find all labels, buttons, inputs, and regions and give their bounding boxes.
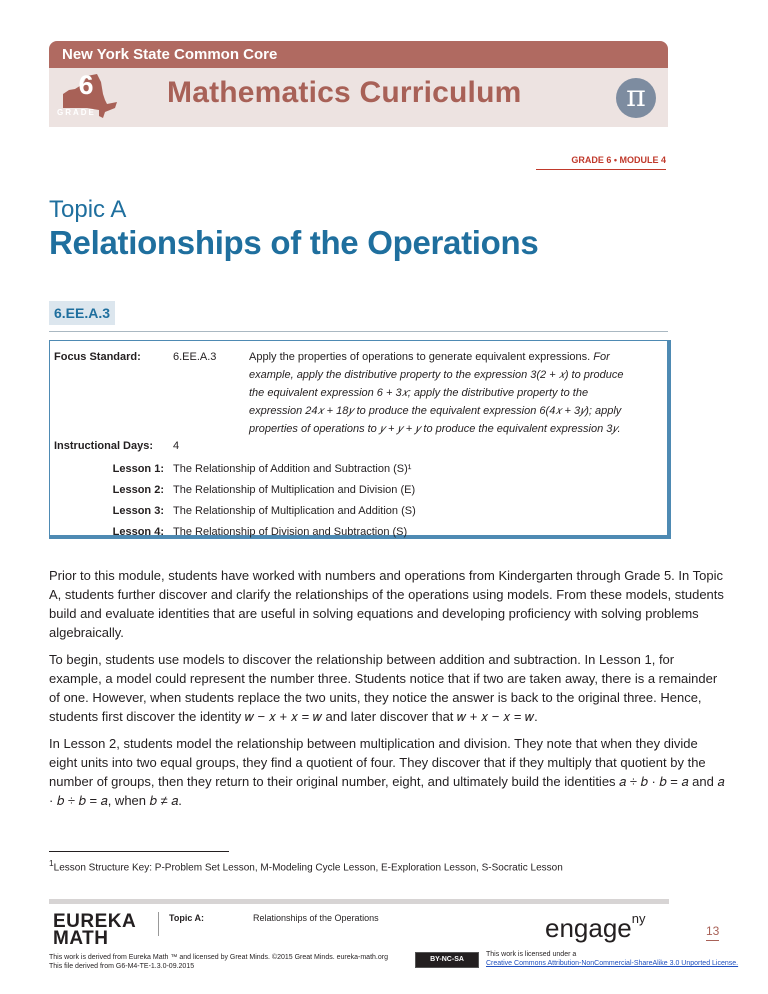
cc-license-badge: BY-NC-SA bbox=[415, 952, 479, 968]
standard-line: Apply the properties of operations to generate equivalent expressions. For bbox=[249, 351, 610, 363]
license-link[interactable]: Creative Commons Attribution-NonCommercial-ShareAlike 3.0 Unported License. bbox=[486, 960, 739, 967]
footnote-rule bbox=[49, 851, 229, 852]
focus-standard-text bbox=[249, 348, 664, 438]
curriculum-title: Mathematics Curriculum bbox=[167, 76, 522, 109]
lesson-title: The Relationship of Multiplication and Addition (S) bbox=[173, 505, 416, 517]
instructional-days-value: 4 bbox=[173, 440, 180, 452]
lesson2-paragraph: In Lesson 2, students model the relationship between multiplication and division. They note that when they divide eight units into two equal groups, they find a quotient of four. They discover that if they multiply that quotient by the number of groups, then they return to their original number, eight, and ultimately build the identities 𝑎 ÷ 𝑏 · 𝑏 = 𝑎 and 𝑎 · 𝑏 ÷ 𝑏 = 𝑎, when 𝑏 ≠ 𝑎. bbox=[49, 736, 725, 808]
footer-topic-label: Topic A: bbox=[169, 913, 204, 923]
state-line: New York State Common Core bbox=[49, 41, 668, 68]
footnote bbox=[49, 858, 563, 873]
standard-line: expression 24𝑥 + 18𝑦 to produce the equivalent expression 6(4𝑥 + 3𝑦); apply bbox=[249, 405, 622, 417]
module-tag: GRADE 6 • MODULE 4 bbox=[536, 155, 666, 170]
lesson-label: Lesson 1: bbox=[112, 463, 164, 475]
footer-divider bbox=[158, 912, 159, 936]
footnote-marker: 1 bbox=[49, 858, 54, 868]
standard-line: example, apply the distributive property to the expression 3(2 + 𝑥) to produce bbox=[249, 369, 624, 381]
focus-standard-code: 6.EE.A.3 bbox=[173, 351, 217, 363]
focus-standard-box bbox=[49, 340, 671, 539]
footer-rule bbox=[49, 899, 669, 904]
lesson-label: Lesson 2: bbox=[112, 484, 164, 496]
license-notice: This work is licensed under a Creative Commons Attribution-NonCommercial-ShareAlike 3.0 Unported License. bbox=[486, 951, 739, 967]
banner-body bbox=[49, 68, 668, 127]
topic-label: Topic A bbox=[49, 196, 127, 223]
page-number: 13 bbox=[706, 924, 719, 941]
eureka-math-logo: EUREKA MATH bbox=[53, 911, 137, 949]
lesson1-paragraph: To begin, students use models to discover the relationship between addition and subtraction. In Lesson 1, for example, a model could represent the number three. Students notice that if two are taken away, there is a remainder of one. However, when students replace the two units, they notice the answer is back to the original three. Hence, students first discover the identity 𝑤 − 𝑥 + 𝑥 = 𝑤 and later discover that 𝑤 + 𝑥 − 𝑥 = 𝑤. bbox=[49, 652, 718, 724]
topic-title: Relationships of the Operations bbox=[49, 224, 539, 261]
lesson-label: Lesson 4: bbox=[112, 526, 164, 538]
curriculum-banner bbox=[49, 41, 668, 127]
standard-line: properties of operations to 𝑦 + 𝑦 + 𝑦 to produce the equivalent expression 3𝑦. bbox=[249, 423, 621, 435]
intro-paragraph: Prior to this module, students have worked with numbers and operations from Kindergarten through Grade 5. In Topic A, students further discover and clarify the relationships of the operations using models. From these models, students build and evaluate identities that are useful in solving equations and developing proficiency with solving problems algebraically. bbox=[49, 568, 724, 640]
grade-word: GRADE bbox=[57, 108, 96, 117]
focus-standard-label: Focus Standard: bbox=[54, 351, 141, 363]
derived-notice: This work is derived from Eureka Math ™ and licensed by Great Minds. ©2015 Great Minds. eureka-math.org This file derived from G6-M4-TE-1.3.0-09.2015 bbox=[49, 954, 388, 970]
grade-number: 6 bbox=[78, 70, 94, 100]
lesson-title: The Relationship of Addition and Subtraction (S)¹ bbox=[173, 463, 412, 475]
lesson-title: The Relationship of Division and Subtraction (S) bbox=[173, 526, 408, 538]
pi-icon: π bbox=[616, 78, 656, 118]
standard-heading bbox=[49, 301, 668, 332]
lesson-title: The Relationship of Multiplication and Division (E) bbox=[173, 484, 416, 496]
footnote-text: Lesson Structure Key: P-Problem Set Lesson, M-Modeling Cycle Lesson, E-Exploration Lesson, S-Socratic Lesson bbox=[53, 862, 563, 874]
engageny-logo: engage$^{ny}$ bbox=[545, 911, 646, 943]
lesson-label: Lesson 3: bbox=[112, 505, 164, 517]
standard-line: the equivalent expression 6 + 3𝑥; apply the distributive property to the bbox=[249, 387, 589, 399]
instructional-days-label: Instructional Days: bbox=[54, 440, 154, 452]
standard-heading-label: 6.EE.A.3 bbox=[49, 301, 115, 325]
footer-topic-title: Relationships of the Operations bbox=[253, 913, 379, 923]
